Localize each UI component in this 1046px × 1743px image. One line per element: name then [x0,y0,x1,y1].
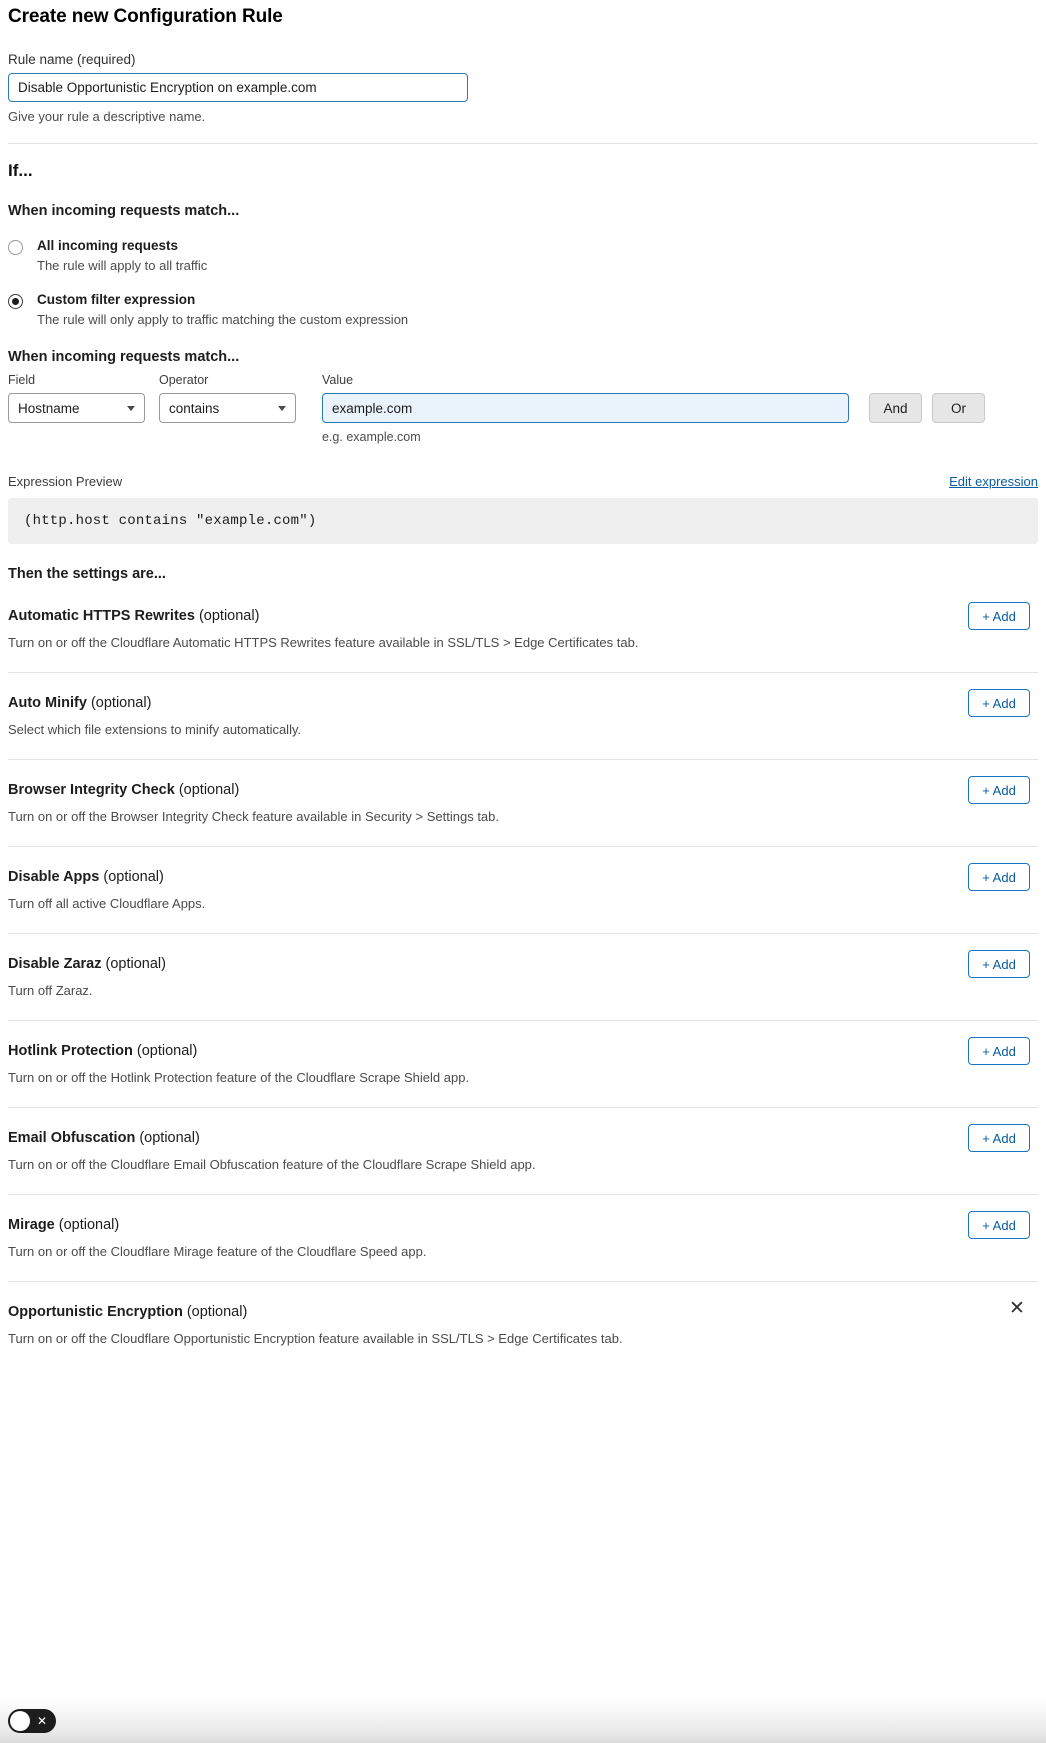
setting-title [8,869,1038,885]
setting-title [8,608,1038,624]
setting-description: Turn on or off the Cloudflare Opportunistic Encryption feature available in SSL/TLS > Edge Certificates tab. [8,1331,623,1346]
setting-row [8,760,1038,847]
if-section-heading: If... [8,161,33,180]
setting-title [8,956,1038,972]
add-button[interactable]: + Add [968,1037,1030,1065]
value-column [322,373,849,444]
bottom-bar [0,1699,1046,1743]
radio-option-custom-filter[interactable] [8,292,1038,327]
field-select-value: Hostname [18,400,80,416]
divider [8,143,1038,144]
expression-preview-text: (http.host contains "example.com") [8,498,1038,544]
and-column [869,373,922,423]
setting-title [8,1217,1038,1233]
radio-desc-custom-filter: The rule will only apply to traffic matching the custom expression [37,312,409,327]
configuration-rule-form [0,6,1046,1368]
setting-optional: (optional) [186,1304,248,1320]
setting-description: Turn off Zaraz. [8,983,93,998]
setting-name: Hotlink Protection [8,1043,133,1059]
add-button[interactable]: + Add [968,689,1030,717]
setting-row [8,586,1038,673]
setting-description: Turn on or off the Cloudflare Mirage feature of the Cloudflare Speed app. [8,1244,427,1259]
setting-description: Turn on or off the Browser Integrity Check feature available in Security > Settings tab. [8,809,500,824]
expression-builder-row [8,373,1038,444]
add-button[interactable]: + Add [968,602,1030,630]
add-button[interactable]: + Add [968,863,1030,891]
setting-row [8,1108,1038,1195]
setting-name: Email Obfuscation [8,1130,136,1146]
builder-heading: When incoming requests match... [8,349,240,365]
radio-icon-all-requests[interactable] [8,240,23,255]
chevron-down-icon [127,406,135,411]
field-column [8,373,145,423]
and-spacer [869,373,922,387]
then-section-heading: Then the settings are... [8,566,166,582]
add-button[interactable]: + Add [968,1124,1030,1152]
setting-optional: (optional) [198,608,260,624]
setting-optional: (optional) [139,1130,200,1146]
setting-optional: (optional) [103,869,164,885]
feature-toggle[interactable] [8,1709,56,1733]
page-title: Create new Configuration Rule [8,6,283,27]
setting-row [8,1195,1038,1282]
setting-title [8,1304,1038,1320]
value-input[interactable] [322,393,849,423]
radio-label-all-requests: All incoming requests [37,238,179,253]
setting-name: Disable Apps [8,869,100,885]
radio-icon-custom-filter[interactable] [8,294,23,309]
field-select[interactable] [8,393,145,423]
operator-select-value: contains [169,400,220,416]
setting-name: Browser Integrity Check [8,782,175,798]
setting-description: Turn on or off the Cloudflare Automatic HTTPS Rewrites feature available in SSL/TLS > Edge Certificates tab. [8,635,639,650]
add-button[interactable]: + Add [968,1211,1030,1239]
operator-select[interactable] [159,393,296,423]
radio-desc-all-requests: The rule will apply to all traffic [37,258,208,273]
rule-name-label: Rule name (required) [8,52,136,67]
operator-label: Operator [159,373,209,387]
setting-optional: (optional) [136,1043,198,1059]
settings-list [8,586,1038,1368]
value-hint: e.g. example.com [322,430,421,444]
setting-row [8,673,1038,760]
setting-title [8,695,1038,711]
close-icon: ✕ [37,1714,48,1728]
expression-preview-label: Expression Preview [8,474,123,489]
setting-optional: (optional) [178,782,240,798]
or-column [932,373,985,423]
match-heading: When incoming requests match... [8,203,240,219]
setting-optional: (optional) [105,956,166,972]
edit-expression-link[interactable]: Edit expression [949,474,1038,489]
setting-description: Turn on or off the Hotlink Protection feature of the Cloudflare Scrape Shield app. [8,1070,470,1085]
and-button[interactable]: And [869,393,922,423]
add-button[interactable]: + Add [968,776,1030,804]
close-icon[interactable]: ✕ [1009,1298,1025,1319]
field-label: Field [8,373,36,387]
rule-name-helper: Give your rule a descriptive name. [8,109,206,124]
setting-title [8,782,1038,798]
setting-title [8,1130,1038,1146]
setting-name: Mirage [8,1217,55,1233]
setting-description: Select which file extensions to minify automatically. [8,722,302,737]
setting-optional: (optional) [58,1217,120,1233]
setting-description: Turn off all active Cloudflare Apps. [8,896,206,911]
setting-title [8,1043,1038,1059]
setting-optional: (optional) [90,695,152,711]
setting-name: Automatic HTTPS Rewrites [8,608,195,624]
radio-option-all-requests[interactable] [8,238,1038,273]
operator-column [159,373,296,423]
setting-name: Auto Minify [8,695,87,711]
setting-name: Disable Zaraz [8,956,102,972]
setting-name: Opportunistic Encryption [8,1304,183,1320]
or-spacer [932,373,985,387]
chevron-down-icon [278,406,286,411]
radio-label-custom-filter: Custom filter expression [37,292,196,307]
toggle-knob [10,1711,30,1731]
setting-row [8,1021,1038,1108]
rule-name-input[interactable] [8,73,468,102]
setting-row [8,1282,1038,1368]
setting-description: Turn on or off the Cloudflare Email Obfuscation feature of the Cloudflare Scrape Shield app. [8,1157,536,1172]
value-label: Value [322,373,354,387]
add-button[interactable]: + Add [968,950,1030,978]
setting-row [8,934,1038,1021]
setting-row [8,847,1038,934]
or-button[interactable]: Or [932,393,985,423]
expression-preview-header [8,474,1038,489]
